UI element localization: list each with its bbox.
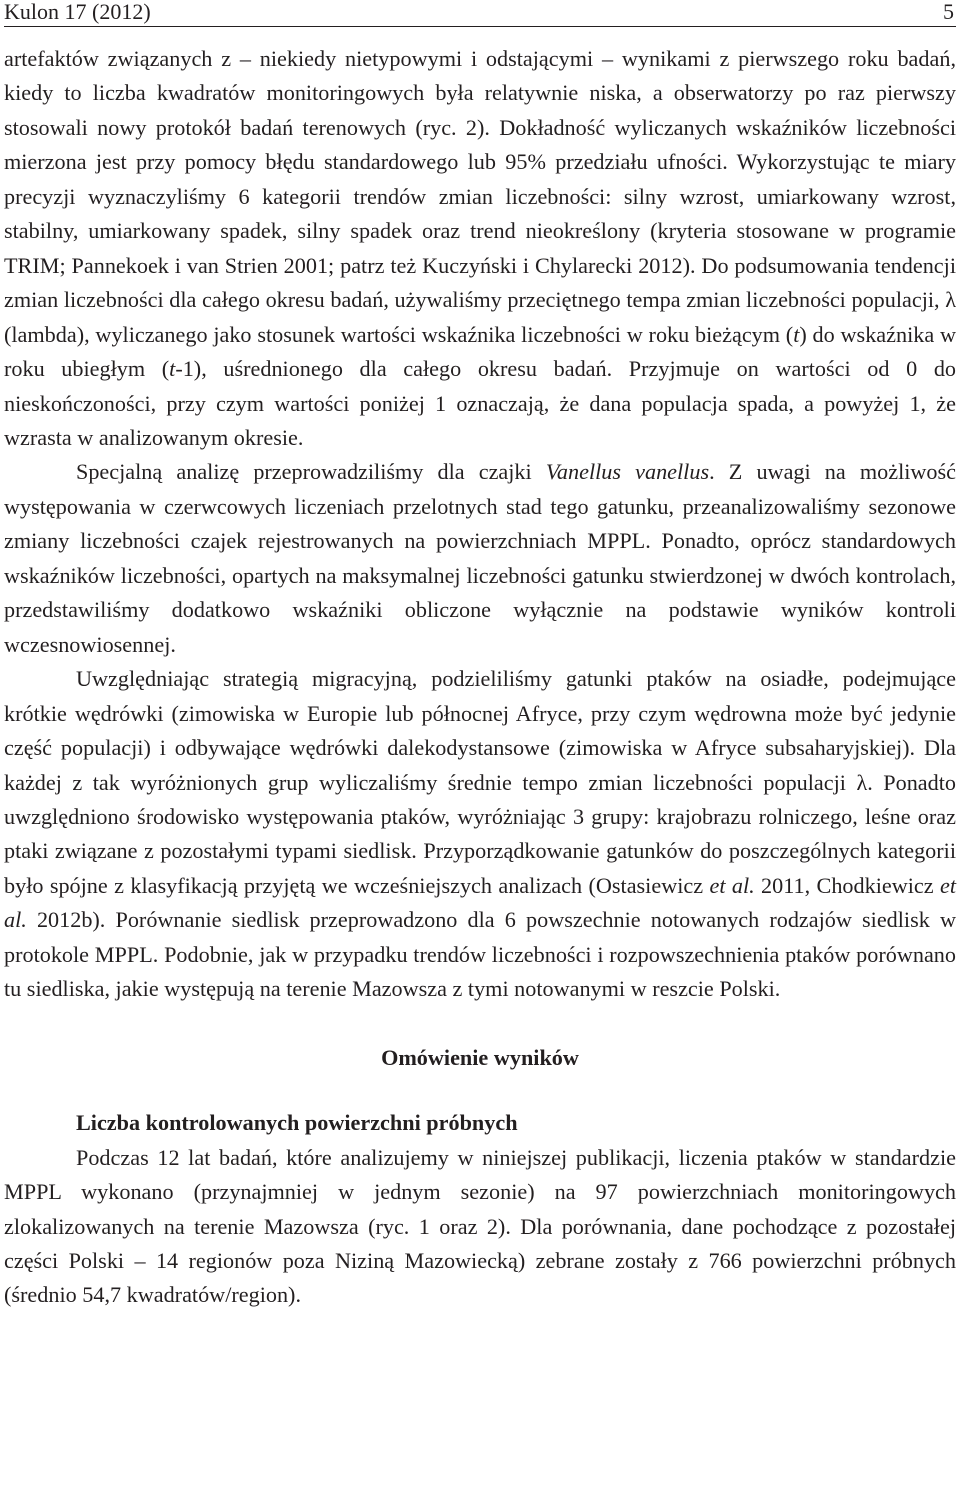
text-run: Uwzględniając strategią migracyjną, podzieliliśmy gatunki ptaków na osiadłe, podejmujące krótkie wędrówki (zimowiska w Europie lub północnej Afryce, przy czym wędrowna może być jedynie część populacji) i odbywające wędrówki dalekodystansowe (zimowiska w Afryce subsaharyjskiej). Dla każdej z tak wyróżnionych grup wyliczaliśmy średnie tempo zmian liczebności populacji λ. Ponadto uwzględniono środowisko występowania ptaków, wyróżniając 3 grupy: krajobrazu rolniczego, leśne oraz ptaki związane z pozostałymi typami siedlisk. Przyporządkowanie gatunków do poszczególnych kategorii było spójne z klasyfikacją przyjętą we wcześniejszych analizach (Ostasiewicz [4,666,956,898]
page-header [4,0,956,27]
text-run: Specjalną analizę przeprowadziliśmy dla czajki [76,459,546,485]
italic-text: et al. [709,872,755,898]
italic-text: t [169,356,176,382]
body-paragraph [4,662,956,1007]
italic-text: Vanellus vanellus [545,459,710,485]
page-number: 5 [943,0,954,24]
text-run: ) do wskaźnika w roku ubiegłym ( [4,321,956,382]
page-body [4,42,956,1313]
text-run: . Z uwagi na możliwość występowania w czerwcowych liczeniach przelotnych stad tego gatunku, przeanalizowaliśmy sezonowe zmiany liczebności czajek rejestrowanych na powierzchniach MPPL. Ponadto, oprócz standardowych wskaźników liczebności, opartych na maksymalnej liczebności gatunku stwierdzonej w dwóch kontrolach, przedstawiliśmy dodatkowo wskaźniki obliczone wyłącznie na podstawie wyników kontroli wczesnowiosennej. [4,459,956,657]
section-heading: Omówienie wyników [381,1044,579,1070]
subsection-heading: Liczba kontrolowanych powierzchni próbnych [76,1110,518,1136]
italic-text: et al. [4,872,956,933]
running-title: Kulon 17 (2012) [4,0,151,24]
text-run: 2011, Chodkiewicz [754,872,940,898]
italic-text: t [793,321,800,347]
text-run: 2012b). Porównanie siedlisk przeprowadzono dla 6 powszechnie notowanych rodzajów siedlisk w protokole MPPL. Podobnie, jak w przypadku trendów liczebności i rozpowszechnienia ptaków porównano tu siedliska, jakie występują na terenie Mazowsza z tymi notowanymi w reszcie Polski. [4,907,956,1002]
text-run: -1), uśrednionego dla całego okresu badań. Przyjmuje on wartości od 0 do nieskończoności, przy czym wartości poniżej 1 oznaczają, że dana populacja spada, a powyżej 1, że wzrasta w analizowanym okresie. [4,356,957,450]
body-paragraph [4,42,956,455]
body-paragraph: Podczas 12 lat badań, które analizujemy w niniejszej publikacji, liczenia ptaków w standardzie MPPL wykonano (przynajmniej w jednym sezonie) na 97 powierzchniach monitoringowych zlokalizowanych na terenie Mazowsza (ryc. 1 oraz 2). Dla porównania, dane pochodzące z pozostałej części Polski – 14 regionów poza Niziną Mazowiecką) zebrane zostały z 766 powierzchni próbnych (średnio 54,7 kwadratów/region). [4,1144,956,1308]
body-paragraph [4,455,956,662]
text-run: artefaktów związanych z – niekiedy nietypowymi i odstającymi – wynikami z pierwszego roku badań, kiedy to liczba kwadratów monitoringowych była relatywnie niska, a obserwatorzy po raz pierwszy stosowali nowy protokół badań terenowych (ryc. 2). Dokładność wyliczanych wskaźników liczebności mierzona jest przy pomocy błędu standardowego lub 95% przedziału ufności. Wykorzystując te miary precyzji wyznaczyliśmy 6 kategorii trendów zmian liczebności: silny wzrost, umiarkowany wzrost, stabilny, umiarkowany spadek, silny spadek oraz trend nieokreślony (kryteria stosowane w programie TRIM; Pannekoek i van Strien 2001; patrz też Kuczyński i Chylarecki 2012). Do podsumowania tendencji zmian liczebności dla całego okresu badań, używaliśmy przeciętnego tempa zmian liczebności populacji, λ (lambda), wyliczanego jako stosunek wartości wskaźnika liczebności w roku bieżącym ( [4,46,956,347]
